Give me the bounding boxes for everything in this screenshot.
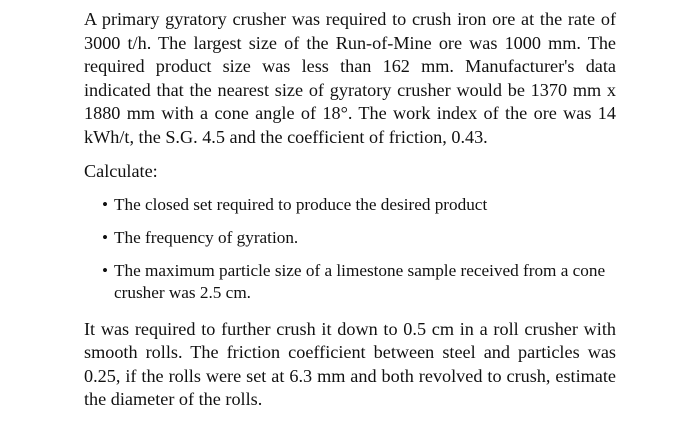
list-item <box>84 260 616 304</box>
problem-paragraph-1: A primary gyratory crusher was required to crush iron ore at the rate of 3000 t/h. The largest size of the Run-of-Mine ore was 1000 mm. The required product size was less than 162 mm. Manufacturer's data indicated that the nearest size of gyratory crusher would be 1370 mm x 1880 mm with a cone angle of 18°. The work index of the ore was 14 kWh/t, the S.G. 4.5 and the coefficient of friction, 0.43. <box>84 9 616 147</box>
list-item <box>84 194 616 216</box>
list-item <box>84 227 616 249</box>
problem-paragraph-2: It was required to further crush it down to 0.5 cm in a roll crusher with smooth rolls. The friction coefficient between steel and particles was 0.25, if the rolls were set at 6.3 mm and both revolved to crush, estimate the diameter of the rolls. <box>84 318 616 410</box>
calculate-heading: Calculate: <box>84 160 158 181</box>
bullet-icon: • <box>102 194 109 214</box>
list-item-text: The maximum particle size of a limestone sample received from a cone crusher was 2.5 cm. <box>114 260 606 302</box>
calculation-list <box>84 194 616 304</box>
document-body <box>84 8 616 412</box>
list-item-text: The frequency of gyration. <box>114 227 299 247</box>
bullet-icon: • <box>102 227 109 247</box>
list-item-text: The closed set required to produce the desired product <box>114 194 488 214</box>
bullet-icon: • <box>102 260 109 280</box>
